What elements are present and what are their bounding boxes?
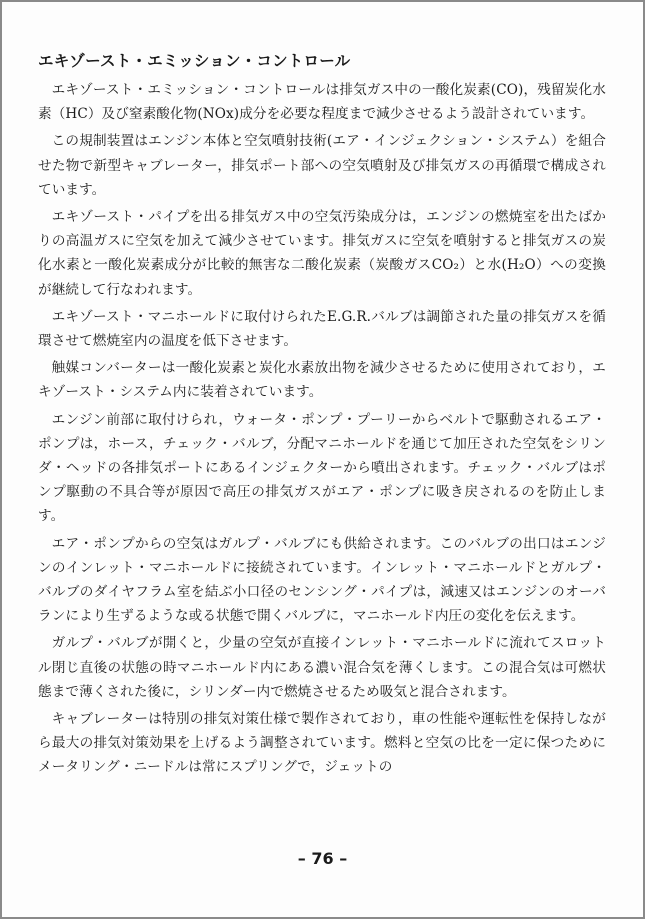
- section-title: エキゾースト・エミッション・コントロール: [38, 52, 351, 70]
- paragraph-egr-valve: エキゾースト・マニホールドに取付けられたE.G.R.バルブは調節された量の排気ガスを循環させて燃焼室内の温度を低下させます。: [38, 308, 606, 350]
- page-number: – 76 –: [297, 849, 348, 868]
- paragraph-air-pump: エンジン前部に取付けられ，ウォータ・ポンプ・プーリーからベルトで駆動されるエア・ポンプは，ホース，チェック・バルブ，分配マニホールドを通じて加圧された空気をシリンダ・ヘッドの各排気ポートにあるインジェクターから噴出されます。チェック・バルブはポンプ駆動の不具合等が原因で高圧の排気ガスがエア・ポンプに吸き戻されるのを防止します。: [38, 411, 606, 525]
- paragraph-overview: エキゾースト・エミッション・コントロールは排気ガス中の一酸化炭素(CO)，残留炭化水素（HC）及び窒素酸化物(NOx)成分を必要な程度まで減少させるよう設計されています。: [38, 82, 606, 123]
- paragraph-gulp-valve: エア・ポンプからの空気はガルプ・バルブにも供給されます。このバルブの出口はエンジンのインレット・マニホールドに接続されています。インレット・マニホールドとガルプ・バルブのダイヤフラム室を結ぶ小口径のセンシング・パイプは，減速又はエンジンのオーバランにより生ずるような或る状態で開くバルブに，マニホールド内圧の変化を伝えます。: [38, 535, 606, 625]
- paragraph-carburetor: キャブレーターは特別の排気対策仕様で製作されており，車の性能や運転性を保持しながら最大の排気対策効果を上げるよう調整されています。燃料と空気の比を一定に保つためにメータリング・ニードルは常にスプリングで，ジェットの: [38, 711, 606, 776]
- paragraph-catalytic-converter: 触媒コンバーターは一酸化炭素と炭化水素放出物を減少させるために使用されており，エキゾースト・システム内に装着されています。: [38, 360, 606, 401]
- paragraph-system-composition: この規制装置はエンジン本体と空気噴射技術(エア・インジェクション・システム）を組合せた物で新型キャブレーター，排気ポート部への空気噴射及び排気ガスの再循環で構成されています。: [38, 133, 606, 198]
- document-body: [38, 50, 606, 783]
- paragraph-air-injection: エキゾースト・パイプを出る排気ガス中の空気汚染成分は，エンジンの燃焼室を出たばかりの高温ガスに空気を加えて減少させています。排気ガスに空気を噴射すると排気ガスの炭化水素と一酸化炭素成分が比較的無害な二酸化炭素（炭酸ガスCO₂）と水(H₂O）への変換が継続して行なわれます。: [38, 209, 606, 298]
- paragraph-gulp-valve-open: ガルプ・バルブが開くと，少量の空気が直接インレット・マニホールドに流れてスロットル閉じ直後の状態の時マニホールド内にある濃い混合気を薄くします。この混合気は可燃状態まで薄くされた後に，シリンダー内で燃焼させるため吸気と混合されます。: [38, 635, 606, 700]
